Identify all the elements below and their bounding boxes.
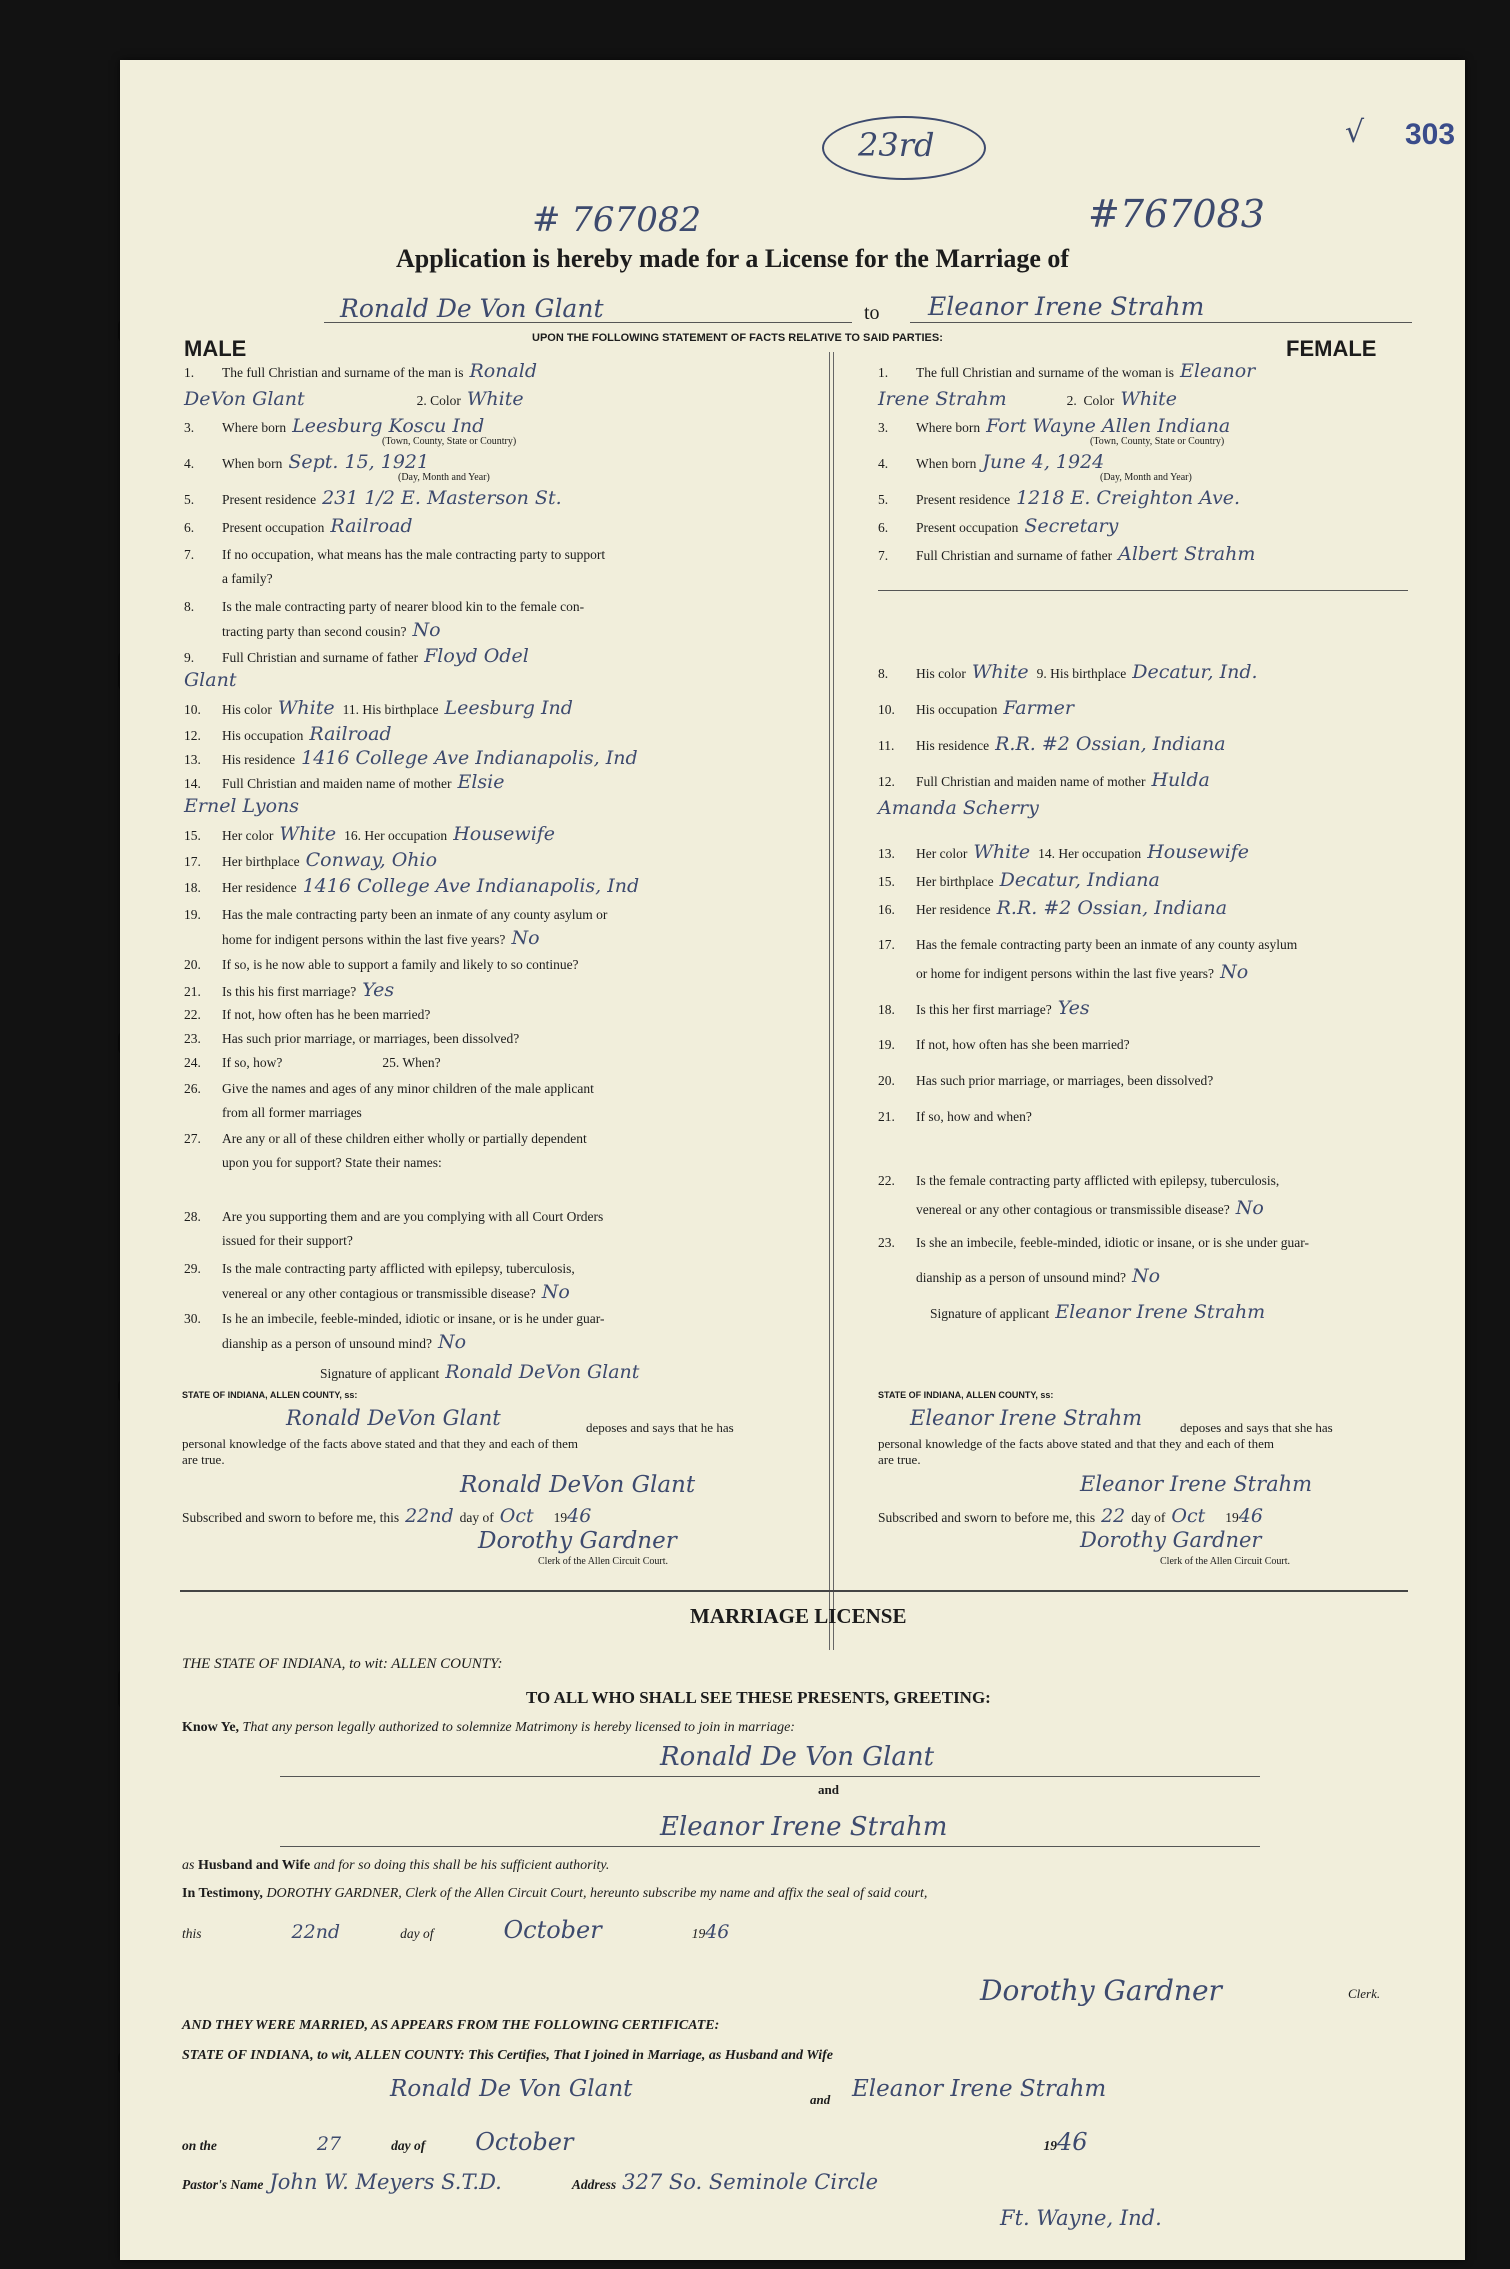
q-label: His residence	[222, 752, 296, 767]
answer: Leesburg Ind	[444, 697, 573, 719]
oath-name: Ronald DeVon Glant	[286, 1406, 501, 1430]
oath-name: Eleanor Irene Strahm	[910, 1406, 1143, 1430]
oath-text: are true.	[878, 1452, 921, 1467]
q-label: Present occupation	[222, 520, 325, 535]
answer: 46	[1056, 2128, 1088, 2156]
answer: Secretary	[1024, 515, 1119, 537]
q-label: day of	[391, 2138, 426, 2153]
answer: Oct	[1171, 1505, 1206, 1527]
q-label: Has the male contracting party been an inmate of any county asylum or	[222, 907, 608, 922]
answer: No	[437, 1331, 467, 1353]
in-testimony: In Testimony,	[182, 1886, 263, 1901]
answer: Decatur, Ind.	[1132, 661, 1258, 683]
answer: October	[475, 2128, 574, 2156]
caption: (Day, Month and Year)	[1100, 472, 1192, 483]
clerk-signature: Dorothy Gardner	[980, 1974, 1222, 2007]
answer: Farmer	[1003, 697, 1075, 719]
answer: R.R. #2 Ossian, Indiana	[995, 733, 1226, 755]
q-label: 9. His birthplace	[1036, 666, 1127, 681]
answer: White	[277, 697, 335, 719]
q-label: Is this her first marriage?	[916, 1002, 1052, 1017]
license-groom: Ronald De Von Glant	[660, 1742, 935, 1772]
section-divider	[180, 1590, 1408, 1592]
answer: R.R. #2 Ossian, Indiana	[996, 897, 1228, 919]
answer: Floyd Odel	[424, 645, 529, 667]
application-number-right: #767083	[1088, 192, 1265, 236]
answer: Eleanor	[1179, 360, 1256, 382]
oath-state: STATE OF INDIANA, ALLEN COUNTY, ss:	[182, 1390, 358, 1400]
q-label: If so, how?	[222, 1055, 283, 1070]
q-label: on the	[182, 2138, 217, 2153]
certificate-bride: Eleanor Irene Strahm	[852, 2076, 1107, 2102]
clerk-label: Clerk.	[1348, 1986, 1381, 2001]
oath-text: deposes and says that she has	[1180, 1420, 1333, 1435]
answer: October	[503, 1916, 602, 1944]
answer: White	[466, 388, 524, 410]
q-label: His occupation	[222, 728, 304, 743]
q-label: 19	[1043, 2138, 1057, 2153]
oath-text: deposes and says that he has	[586, 1420, 734, 1435]
document-page: 303 √ 23rd # 767082 #767083 Application is hereby made for a License for the Marriage of Ronald De Von Glant to Eleanor Irene Strahm MALE UPON THE FOLLOWING STATEMENT OF FACTS RELATIVE TO SAID PARTIES: FEMALE 1. The full Christian and surname of the man is Ronald DeVon Glant 2. Color White 3. Where born Leesburg Koscu Ind (Town, County, State or Country) 4. When born Sept. 15, 1921 (Day, Month and Year) 5. Present residence 231 1/2 E. Masterson St. 6. Present occupation Railroad 7. If no occupation, what means has the male contracting party to support a family? 8. Is the male contracting party of nearer blood kin to the female con- tracting party than second cousin? No 9. Full Christian and surname of father Floyd Odel Glant 10. His color White 11. His birthplace Leesburg Ind 12. His occupation Railroad 13. His residence 1416 College Ave Indianapolis, Ind 14. Full Christian and maiden name of mother Elsie Ernel Lyons 15. Her color White 16. Her occupation Housewife 17. Her birthplace Conway, Ohio 18. Her residence 1416 College Ave Indianapolis, Ind 19. Has the male contracting party been an inmate of any county asylum or home for indigent persons within the last five years? No 20. If so, is he now able to support a family and likely to so continue? 21. Is this his first marriage? Yes 22. If not, how often has he been married? 23. Has such prior marriage, or marriages, been dissolved? 24. If so, how? 25. When? 26. Give the names and ages of any minor children of the male applicant from all former marriages 27. Are any or all of these children either wholly or partially dependent upon you for support? State their names: 28. Are you supporting them and are you complying with all Court Orders issued for their support? 29. Is the male contracting party afflicted with epilepsy, tuberculosis, venereal or any other contagious or transmissible disease? No 30. Is he an imbecile, feeble-minded, idiotic or insane, or is he under guar- dianship as a person of unsound mind? No Signature of applicant Ronald DeVon Glant 1. The full Christian and surname of the woman is Eleanor Irene Strahm 2. Color White 3. Where born Fort Wayne Allen Indiana (Town, County, State or Country) 4. When born June 4, 1924 (Day, Month and Year) 5. Present residence 1218 E. Creighton Ave. 6. Present occupation Secretary 7. Full Christian and surname of father Albert Strahm 8. His color White 9. His birthplace Decatur, Ind. 10. His occupation Farmer 11. His residence R.R. #2 Ossian, Indiana 12. Full Christian and maiden name of mother Hulda Amanda Scherry 13. Her color White 14. Her occupation Housewife 15. Her birthplace Decatur, Indiana 16. Her residence R.R. #2 Ossian, Indiana 17. Has the female contracting party been an inmate of any county asylum or home for indigent persons within the last five years? No 18. Is this her first marriage? Yes 19. If not, how often has she been married? 20. Has such prior marriage, or marriages, been dissolved? 21. If so, how and when? 22. Is the female contracting party afflicted with epilepsy, tuberculosis, venereal or any other contagious or transmissible disease? No 23. Is she an imbecile, feeble-minded, idiotic or insane, or is she under guar- dianship as a person of unsound mind? No Signature of applicant Eleanor Irene Strahm STATE OF INDIANA, ALLEN COUNTY, ss: Ronald DeVon Glant deposes and says that he has personal knowledge of the facts above stated and that they and each of them are true. Ronald DeVon Glant Subscribed and sworn to before me, this 22nd day of Oct 1946 Dorothy Gardner Clerk of the Allen Circuit Court. STATE OF INDIANA, ALLEN COUNTY, ss: Eleanor Irene Strahm deposes and says that she has personal knowledge of the facts above stated and that they and each of them are true. Eleanor Irene Strahm Subscribed and sworn to before me, this 22 day of Oct 1946 Dorothy Gardner Clerk of the Allen Circuit Court. MARRIAGE LICENSE THE STATE OF INDIANA, to wit: ALLEN COUNTY: TO ALL WHO SHALL SEE THESE PRESENTS, GREETING: Know Ye, That any person legally authorized to solemnize Matrimony is hereby licensed to join in marriage: Ronald De Von Glant and Eleanor Irene Strahm as Husband and Wife and for so doing this shall be his sufficient authority. In Testimony, DOROTHY GARDNER, Clerk of the Allen Circuit Court, hereunto subscribe my name and affix the seal of said court, this 22nd day of October 1946 Dorothy Gardner Clerk. AND THEY WERE MARRIED, AS APPEARS FROM THE FOLLOWING CERTIFICATE: STATE OF INDIANA, to wit, ALLEN COUNTY: This Certifies, That I joined in Marriage, as Husband and Wife Ronald De Von Glant and Eleanor Irene Strahm on the 27 day of October 1946 Pastor's Name John W. Meyers S.T.D. Address 327 So. Seminole Circle Ft. Wayne, Ind.	[120, 60, 1465, 2260]
groom-name: Ronald De Von Glant	[340, 294, 604, 323]
q-label: If so, how and when?	[916, 1109, 1032, 1124]
q-label: 16. Her occupation	[344, 828, 448, 843]
answer: Irene Strahm	[878, 388, 1007, 410]
q-label: Full Christian and maiden name of mother	[916, 774, 1146, 789]
answer: No	[1131, 1265, 1161, 1287]
q-label: Address	[571, 2177, 617, 2192]
answer: No	[1220, 961, 1249, 983]
answer: White	[971, 661, 1029, 683]
answer: Sept. 15, 1921	[288, 451, 430, 473]
q-label: this	[182, 1926, 202, 1941]
answer: 1416 College Ave Indianapolis, Ind	[302, 875, 640, 897]
q-label: The full Christian and surname of the man is	[222, 365, 464, 380]
caption: Clerk of the Allen Circuit Court.	[538, 1556, 668, 1567]
oath-text: are true.	[182, 1452, 225, 1467]
answer: Housewife	[453, 823, 556, 845]
q-label: or home for indigent persons within the last five years?	[916, 966, 1215, 981]
q-label: Is the female contracting party afflicted with epilepsy, tuberculosis,	[916, 1173, 1280, 1188]
q-label: day of	[459, 1510, 494, 1525]
answer: No	[541, 1281, 570, 1303]
q-label: 11. His birthplace	[342, 702, 439, 717]
certificate-text: STATE OF INDIANA, to wit, ALLEN COUNTY: This Certifies, That I joined in Marriage, as Husband and Wife	[182, 2048, 833, 2063]
q-label: When born	[222, 456, 283, 471]
q-label: Color	[1083, 393, 1115, 408]
caption: (Town, County, State or Country)	[1090, 436, 1225, 447]
know-ye: Know Ye,	[182, 1720, 240, 1735]
q-label: Present residence	[916, 492, 1011, 507]
answer: White	[279, 823, 337, 845]
q-label: When born	[916, 456, 977, 471]
q-label: day of	[400, 1926, 434, 1941]
answer: No	[1235, 1197, 1264, 1219]
signature-label: Signature of applicant	[930, 1306, 1050, 1321]
groom-line	[280, 1776, 1260, 1777]
q-label: Full Christian and maiden name of mother	[222, 776, 452, 791]
answer: No	[511, 927, 540, 949]
oath-signature: Ronald DeVon Glant	[460, 1472, 696, 1498]
caption: Clerk of the Allen Circuit Court.	[1160, 1556, 1290, 1567]
bride-name: Eleanor Irene Strahm	[928, 292, 1205, 321]
answer: Conway, Ohio	[305, 849, 438, 871]
answer: June 4, 1924	[982, 451, 1105, 473]
q-label: His residence	[916, 738, 990, 753]
certificate-groom: Ronald De Von Glant	[390, 2076, 633, 2102]
q-label: Full Christian and surname of father	[916, 548, 1113, 563]
license-greeting: TO ALL WHO SHALL SEE THESE PRESENTS, GREETING:	[526, 1688, 991, 1707]
q-label: home for indigent persons within the last five years?	[222, 932, 506, 947]
q-label: Where born	[916, 420, 981, 435]
q-label: Full Christian and surname of father	[222, 650, 419, 665]
column-divider	[829, 352, 830, 1650]
oath-sworn: Subscribed and sworn to before me, this	[878, 1510, 1096, 1525]
q-label: Is this his first marriage?	[222, 984, 357, 999]
license-state: THE STATE OF INDIANA, to wit: ALLEN COUNTY:	[182, 1656, 503, 1672]
q-label: His color	[916, 666, 966, 681]
husband-wife: Husband and Wife	[197, 1858, 311, 1873]
q-label: If no occupation, what means has the male contracting party to support	[222, 547, 606, 562]
q-label: 25. When?	[382, 1055, 441, 1070]
answer: Railroad	[309, 723, 392, 745]
q-label: Present occupation	[916, 520, 1019, 535]
q-label: If not, how often has she been married?	[916, 1037, 1130, 1052]
q-label: The full Christian and surname of the woman is	[916, 365, 1174, 380]
clerk-signature: Dorothy Gardner	[1080, 1528, 1262, 1552]
q-label: His occupation	[916, 702, 998, 717]
pastor-address: Ft. Wayne, Ind.	[1000, 2206, 1162, 2230]
q-label: Where born	[222, 420, 287, 435]
answer: 46	[1238, 1505, 1263, 1527]
q-label: Has such prior marriage, or marriages, been dissolved?	[222, 1031, 520, 1046]
q-label: His color	[222, 702, 272, 717]
q-label: Her color	[916, 846, 968, 861]
answer: 22nd	[405, 1505, 454, 1527]
answer: Railroad	[330, 515, 413, 537]
page-title: Application is hereby made for a License for the Marriage of	[396, 244, 1070, 273]
q-label: issued for their support?	[222, 1233, 353, 1248]
license-text: That any person legally authorized to solemnize Matrimony is hereby licensed to join in marriage:	[242, 1720, 795, 1735]
check-mark: √	[1345, 115, 1365, 150]
q-label: venereal or any other contagious or transmissible disease?	[916, 1202, 1230, 1217]
q-label: If not, how often has he been married?	[222, 1007, 431, 1022]
oath-text: personal knowledge of the facts above stated and that they and each of them	[878, 1436, 1274, 1451]
answer: Fort Wayne Allen Indiana	[986, 415, 1231, 437]
license-text: and for so doing this shall be his sufficient authority.	[313, 1858, 610, 1873]
q-label: Are you supporting them and are you complying with all Court Orders	[222, 1209, 604, 1224]
license-text: DOROTHY GARDNER, Clerk of the Allen Circuit Court, hereunto subscribe my name and affix the seal of said court,	[266, 1886, 928, 1901]
q-label: Her residence	[916, 902, 991, 917]
answer: Elsie	[457, 771, 505, 793]
oath-text: personal knowledge of the facts above stated and that they and each of them	[182, 1436, 578, 1451]
as-label: as	[182, 1858, 195, 1873]
q-label: Her color	[222, 828, 274, 843]
q-label: tracting party than second cousin?	[222, 624, 407, 639]
q-label: Her residence	[222, 880, 297, 895]
q-label: If so, is he now able to support a family and likely to so continue?	[222, 957, 579, 972]
female-header: FEMALE	[1286, 336, 1377, 361]
q-label: Pastor's Name	[182, 2177, 264, 2192]
answer: Ronald	[469, 360, 538, 382]
to-label: to	[864, 302, 880, 324]
answer: 1416 College Ave Indianapolis, Ind	[301, 747, 638, 769]
q-label: Has the female contracting party been an inmate of any county asylum	[916, 937, 1298, 952]
q-label: from all former marriages	[222, 1105, 362, 1120]
answer: 27	[316, 2133, 342, 2155]
q-label: Is the male contracting party afflicted with epilepsy, tuberculosis,	[222, 1261, 575, 1276]
q-label: Has such prior marriage, or marriages, been dissolved?	[916, 1073, 1214, 1088]
caption: (Town, County, State or Country)	[382, 436, 517, 447]
page-number: 303	[1405, 118, 1456, 151]
signature-label: Signature of applicant	[320, 1366, 440, 1381]
pastor-address: 327 So. Seminole Circle	[622, 2170, 879, 2194]
q-label: Is the male contracting party of nearer blood kin to the female con-	[222, 599, 585, 614]
q-label: upon you for support? State their names:	[222, 1155, 442, 1170]
pastor-name: John W. Meyers S.T.D.	[269, 2170, 502, 2194]
q-label: venereal or any other contagious or transmissible disease?	[222, 1286, 536, 1301]
q-label: 14. Her occupation	[1038, 846, 1142, 861]
q-label: Give the names and ages of any minor children of the male applicant	[222, 1081, 594, 1096]
answer: Leesburg Koscu Ind	[292, 415, 485, 437]
answer: Glant	[184, 669, 237, 691]
and-label: and	[810, 2092, 831, 2107]
q-label: 2. Color	[416, 393, 461, 408]
bride-name-line	[910, 322, 1412, 323]
q-label: day of	[1131, 1510, 1166, 1525]
answer: No	[412, 619, 441, 641]
q-label: dianship as a person of unsound mind?	[222, 1336, 432, 1351]
q-label: Is he an imbecile, feeble-minded, idiotic or insane, or is he under guar-	[222, 1311, 605, 1326]
answer: Oct	[499, 1505, 534, 1527]
oath-signature: Eleanor Irene Strahm	[1080, 1472, 1313, 1496]
upon-statement: UPON THE FOLLOWING STATEMENT OF FACTS RELATIVE TO SAID PARTIES:	[532, 332, 943, 344]
q-label: dianship as a person of unsound mind?	[916, 1270, 1126, 1285]
q-label: Her birthplace	[222, 854, 300, 869]
q-label: a family?	[222, 571, 273, 586]
answer: White	[973, 841, 1031, 863]
q-label: Present residence	[222, 492, 317, 507]
answer: 46	[705, 1921, 730, 1943]
q-label: Are any or all of these children either wholly or partially dependent	[222, 1131, 587, 1146]
answer: 1218 E. Creighton Ave.	[1016, 487, 1241, 509]
oath-sworn: Subscribed and sworn to before me, this	[182, 1510, 400, 1525]
answer: Yes	[362, 979, 395, 1001]
and-label: and	[818, 1782, 839, 1797]
answer: Ernel Lyons	[184, 795, 299, 817]
oath-state: STATE OF INDIANA, ALLEN COUNTY, ss:	[878, 1390, 1054, 1400]
answer: Hulda	[1151, 769, 1210, 791]
q-label: 19	[553, 1510, 568, 1525]
answer: Decatur, Indiana	[999, 869, 1160, 891]
answer: DeVon Glant	[184, 388, 305, 410]
answer: 22nd	[291, 1921, 341, 1943]
column-divider	[833, 352, 834, 1650]
signature: Eleanor Irene Strahm	[1055, 1301, 1266, 1323]
male-header: MALE	[184, 336, 247, 361]
answer: 231 1/2 E. Masterson St.	[322, 487, 562, 509]
bride-line	[280, 1846, 1260, 1847]
answer: White	[1120, 388, 1178, 410]
q-label: 19	[691, 1926, 706, 1941]
license-bride: Eleanor Irene Strahm	[660, 1812, 948, 1842]
certificate-heading: AND THEY WERE MARRIED, AS APPEARS FROM THE FOLLOWING CERTIFICATE:	[182, 2018, 720, 2033]
signature: Ronald DeVon Glant	[445, 1361, 640, 1383]
answer: Yes	[1057, 997, 1090, 1019]
answer: 46	[567, 1505, 592, 1527]
license-title: MARRIAGE LICENSE	[690, 1604, 907, 1628]
q-label: 19	[1225, 1510, 1239, 1525]
q-label: Is she an imbecile, feeble-minded, idiotic or insane, or is she under guar-	[916, 1235, 1309, 1250]
answer: Albert Strahm	[1118, 543, 1256, 565]
circled-note-text: 23rd	[858, 126, 935, 164]
blank-line	[878, 590, 1408, 591]
answer: Amanda Scherry	[878, 797, 1039, 819]
answer: Housewife	[1147, 841, 1250, 863]
answer: 22	[1101, 1505, 1126, 1527]
q-label: Her birthplace	[916, 874, 994, 889]
caption: (Day, Month and Year)	[398, 472, 490, 483]
clerk-signature: Dorothy Gardner	[478, 1528, 677, 1554]
application-number-left: # 767082	[532, 200, 702, 240]
